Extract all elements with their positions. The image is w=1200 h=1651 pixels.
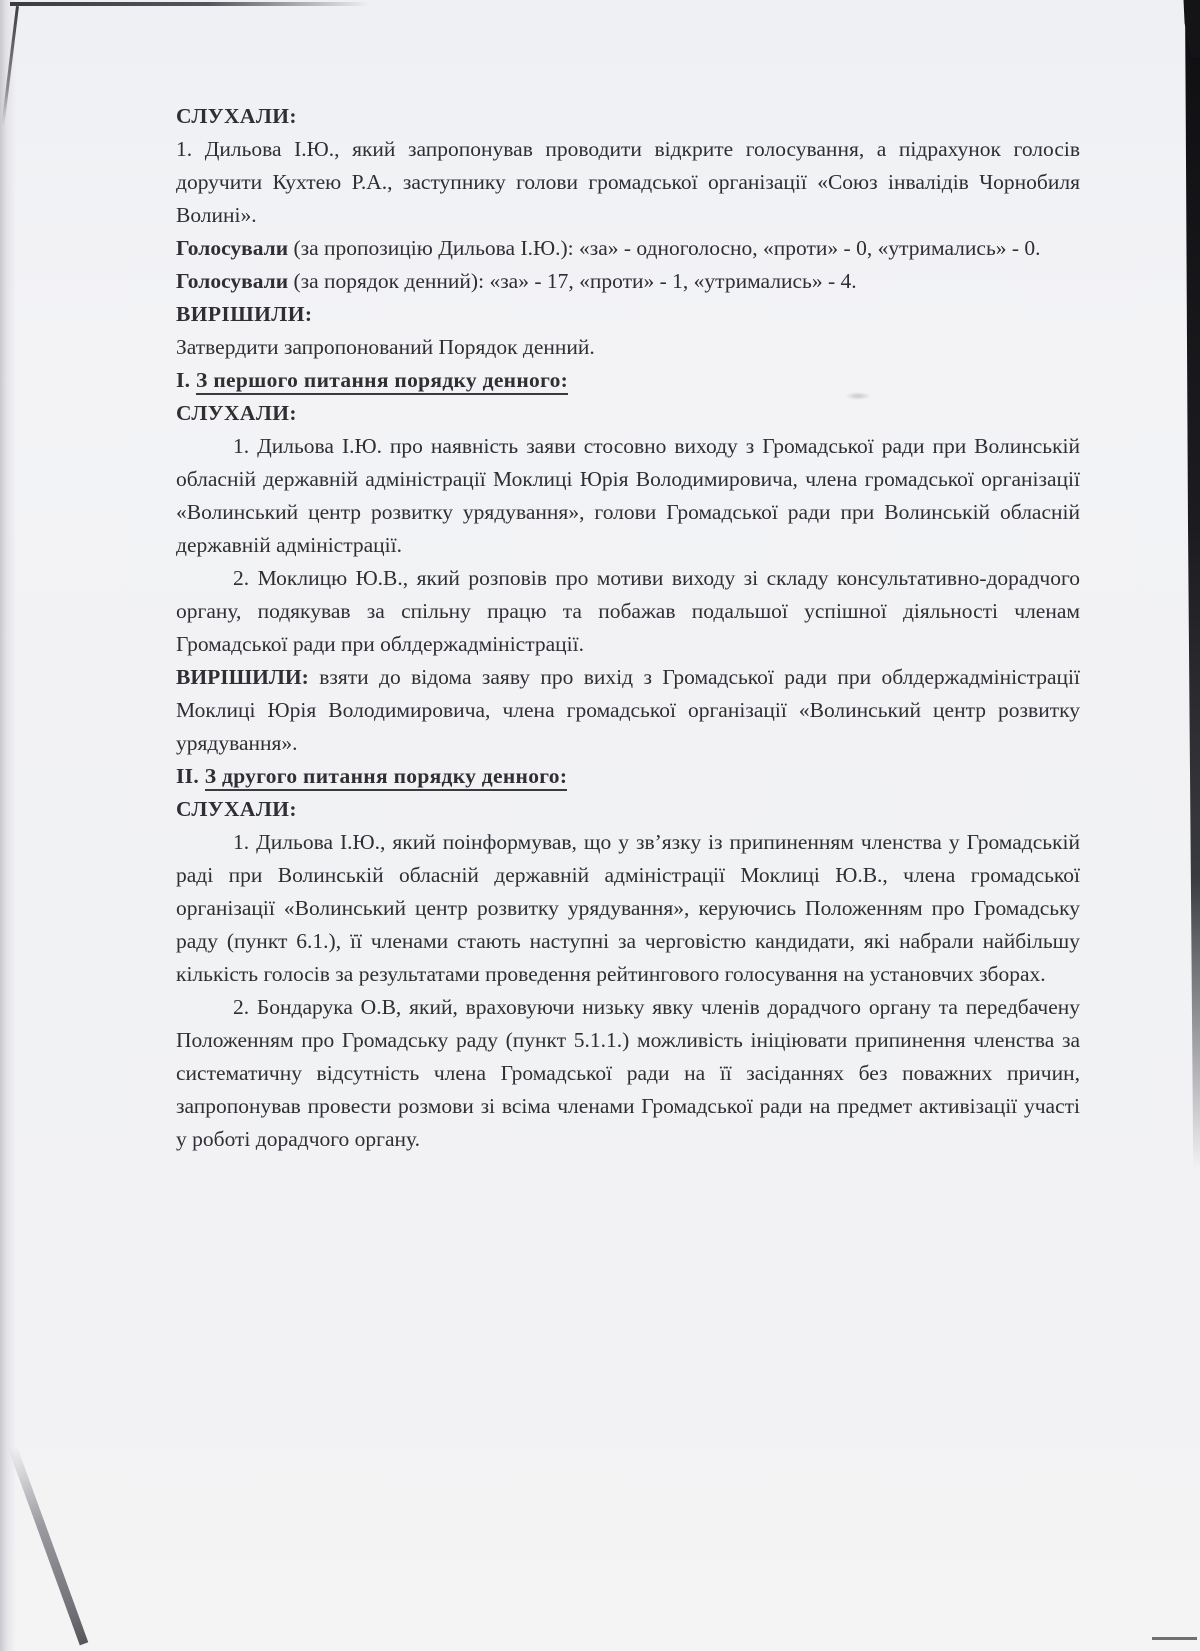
section-2-item-1: 1. Дильова І.Ю., який поінформував, що у зв’язку із припиненням членства у Громадській раді при Волинській обласній державній адміністрації Моклиці Ю.В., члена громадської організації «Волинський центр розвитку урядування», керуючись Положенням про Громадську раду (пункт 6.1.), її членами стають наступні за черговістю кандидати, які набрали найбільшу кількість голосів за результатами проведення рейтингового голосування на установчих зборах. bbox=[176, 830, 1080, 986]
scan-fold-bottom-left bbox=[8, 1445, 88, 1645]
section-1-resolution bbox=[176, 661, 1080, 760]
vote-1-text: (за пропозицію Дильова І.Ю.): «за» - одноголосно, «проти» - 0, «утримались» - 0. bbox=[288, 236, 1041, 260]
vote-2-lead: Голосували bbox=[176, 269, 289, 293]
scan-edge-right bbox=[1185, 0, 1200, 1170]
document-content bbox=[176, 100, 1080, 1156]
resolved-label-procedural: ВИРІШИЛИ: bbox=[176, 302, 313, 326]
section-1-item-2: 2. Моклицю Ю.В., який розповів про мотиви виходу зі складу консультативно-дорадчого органу, подякував за спільну працю та побажав подальшої успішної діяльності членам Громадської ради при облдержадміністрації. bbox=[176, 566, 1080, 656]
procedural-item-text: 1. Дильова І.Ю., який запропонував проводити відкрите голосування, а підрахунок голосів доручити Кухтею Р.А., заступнику голови громадської організації «Союз інвалідів Чорнобиля Волині». bbox=[176, 137, 1080, 227]
scan-edge-top-line bbox=[10, 2, 370, 6]
section-2-heading bbox=[176, 760, 1080, 793]
vote-result-1 bbox=[176, 232, 1080, 265]
section-1-resolution-lead: ВИРІШИЛИ: bbox=[176, 665, 309, 689]
section-1-heading bbox=[176, 364, 1080, 397]
heard-label-section-1: СЛУХАЛИ: bbox=[176, 401, 297, 425]
section-2-numeral: ІІ. bbox=[176, 764, 200, 788]
heard-label-section-2: СЛУХАЛИ: bbox=[176, 797, 297, 821]
vote-result-2 bbox=[176, 265, 1080, 298]
scan-edge-left bbox=[0, 0, 16, 1651]
section-2-title: З другого питання порядку денного: bbox=[205, 764, 568, 791]
procedural-resolution-text: Затвердити запропонований Порядок денний. bbox=[176, 335, 595, 359]
heard-label-procedural: СЛУХАЛИ: bbox=[176, 104, 297, 128]
section-1-title: З першого питання порядку денного: bbox=[196, 368, 568, 395]
section-1-numeral: І. bbox=[176, 368, 191, 392]
section-1-resolution-text: взяти до відома заяву про вихід з Громадської ради при облдержадміністрації Моклиці Юрія Володимировича, члена громадської організації «Волинський центр розвитку урядування». bbox=[176, 665, 1080, 755]
scan-dash-bottom-right bbox=[1152, 1637, 1197, 1640]
section-2-item-2: 2. Бондарука О.В, який, враховуючи низьку явку членів дорадчого органу та передбачену Положенням про Громадську раду (пункт 5.1.1.) можливість ініціювати припинення членства за систематичну відсутність члена Громадської ради на її засіданнях без поважних причин, запропонував провести розмови зі всіма членами Громадської ради на предмет активізації участі у роботі дорадчого органу. bbox=[176, 995, 1080, 1151]
vote-2-text: (за порядок денний): «за» - 17, «проти» - 1, «утримались» - 4. bbox=[288, 269, 857, 293]
vote-1-lead: Голосували bbox=[176, 236, 289, 260]
section-1-item-1: 1. Дильова І.Ю. про наявність заяви стосовно виходу з Громадської ради при Волинській обласній державній адміністрації Моклиці Юрія Володимировича, члена громадської організації «Волинський центр розвитку урядування», голови Громадської ради при Волинській обласній державній адміністрації. bbox=[176, 434, 1080, 557]
